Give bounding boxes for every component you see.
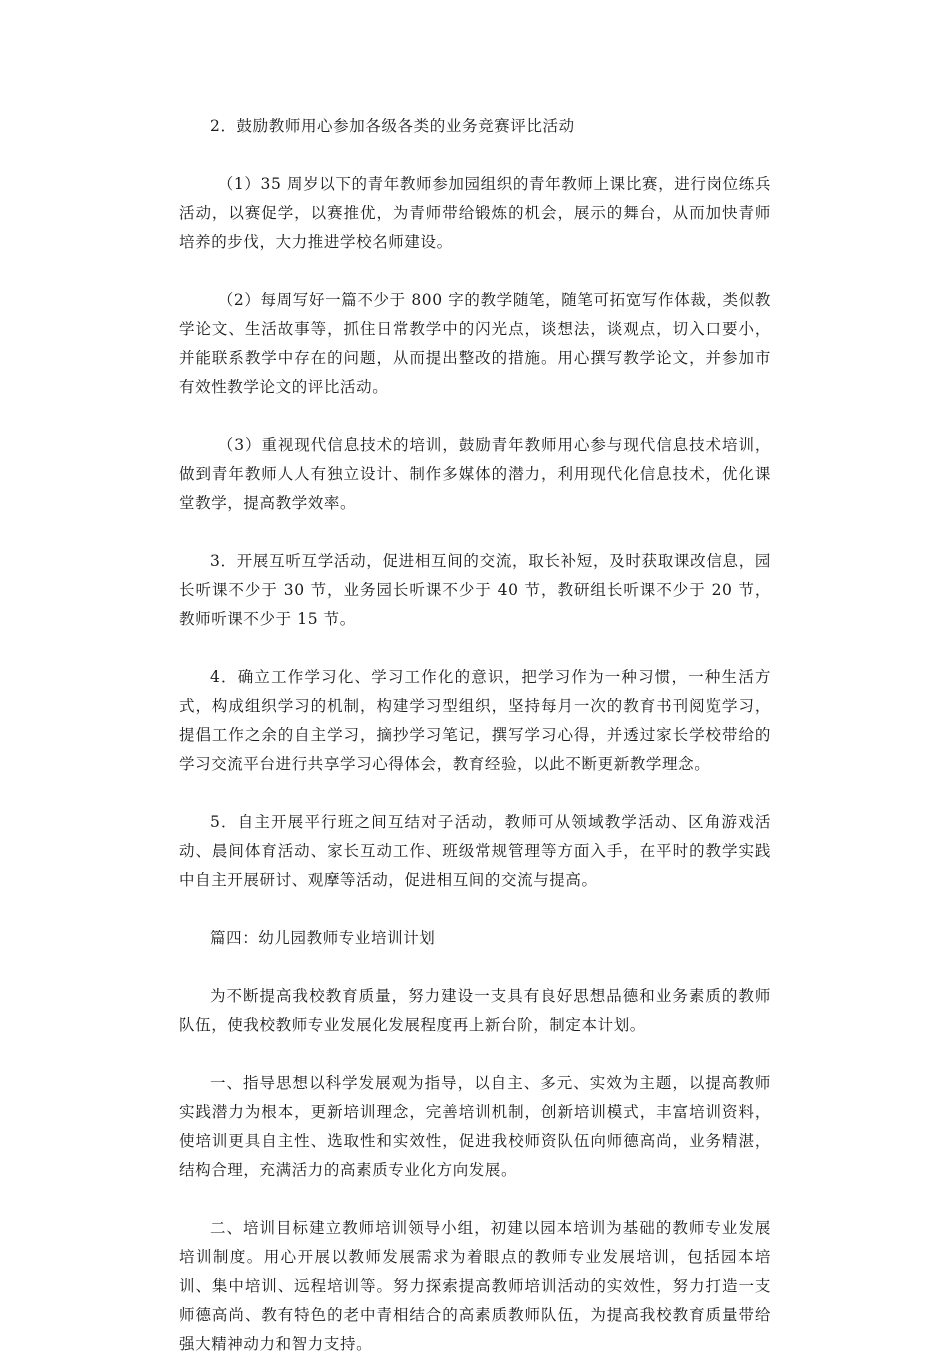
- paragraph-item-2-heading: 2．鼓励教师用心参加各级各类的业务竞赛评比活动: [210, 117, 575, 135]
- paragraph-sub-item-2: （2）每周写好一篇不少于 800 字的教学随笔，随笔可拓宽写作体裁，类似教学论文、生活故事等，抓住日常教学中的闪光点，谈想法，谈观点，切入口要小，并能联系教学中存在的问题，从而提出整改的措施。用心撰写教学论文，并参加市有效性教学论文的评比活动。: [179, 291, 771, 396]
- paragraph-sub-item-3: （3）重视现代信息技术的培训，鼓励青年教师用心参与现代信息技术培训，做到青年教师人人有独立设计、制作多媒体的潜力，利用现代化信息技术，优化课堂教学，提高教学效率。: [179, 436, 771, 512]
- paragraph-item-3: 3．开展互听互学活动，促进相互间的交流，取长补短，及时获取课改信息，园长听课不少于 30 节，业务园长听课不少于 40 节，教研组长听课不少于 20 节，教师听课不少于 15 节。: [179, 552, 771, 628]
- paragraph-sub-item-1: （1）35 周岁以下的青年教师参加园组织的青年教师上课比赛，进行岗位练兵活动，以赛促学，以赛推优，为青师带给锻炼的机会，展示的舞台，从而加快青师培养的步伐，大力推进学校名师建设。: [179, 175, 771, 251]
- paragraph-training-goal: 二、培训目标建立教师培训领导小组，初建以园本培训为基础的教师专业发展培训制度。用心开展以教师发展需求为着眼点的教师专业发展培训，包括园本培训、集中培训、远程培训等。努力探索提高教师培训活动的实效性，努力打造一支师德高尚、教有特色的老中青相结合的高素质教师队伍，为提高我校教育质量带给强大精神动力和智力支持。: [179, 1219, 771, 1353]
- paragraph-item-5: 5．自主开展平行班之间互结对子活动，教师可从领域教学活动、区角游戏活动、晨间体育活动、家长互动工作、班级常规管理等方面入手，在平时的教学实践中自主开展研讨、观摩等活动，促进相互间的交流与提高。: [179, 813, 771, 889]
- document-body: [179, 112, 771, 1359]
- section-title: 篇四：幼儿园教师专业培训计划: [210, 929, 436, 947]
- paragraph-intro: 为不断提高我校教育质量，努力建设一支具有良好思想品德和业务素质的教师队伍，使我校教师专业发展化发展程度再上新台阶，制定本计划。: [179, 987, 771, 1034]
- paragraph-guiding-thought: 一、指导思想以科学发展观为指导，以自主、多元、实效为主题，以提高教师实践潜力为根本，更新培训理念，完善培训机制，创新培训模式，丰富培训资料，使培训更具自主性、选取性和实效性，促进我校师资队伍向师德高尚，业务精湛，结构合理，充满活力的高素质专业化方向发展。: [179, 1074, 771, 1179]
- paragraph-item-4: 4．确立工作学习化、学习工作化的意识，把学习作为一种习惯，一种生活方式，构成组织学习的机制，构建学习型组织，坚持每月一次的教育书刊阅览学习，提倡工作之余的自主学习，摘抄学习笔记，撰写学习心得，并透过家长学校带给的学习交流平台进行共享学习心得体会，教育经验，以此不断更新教学理念。: [179, 668, 771, 773]
